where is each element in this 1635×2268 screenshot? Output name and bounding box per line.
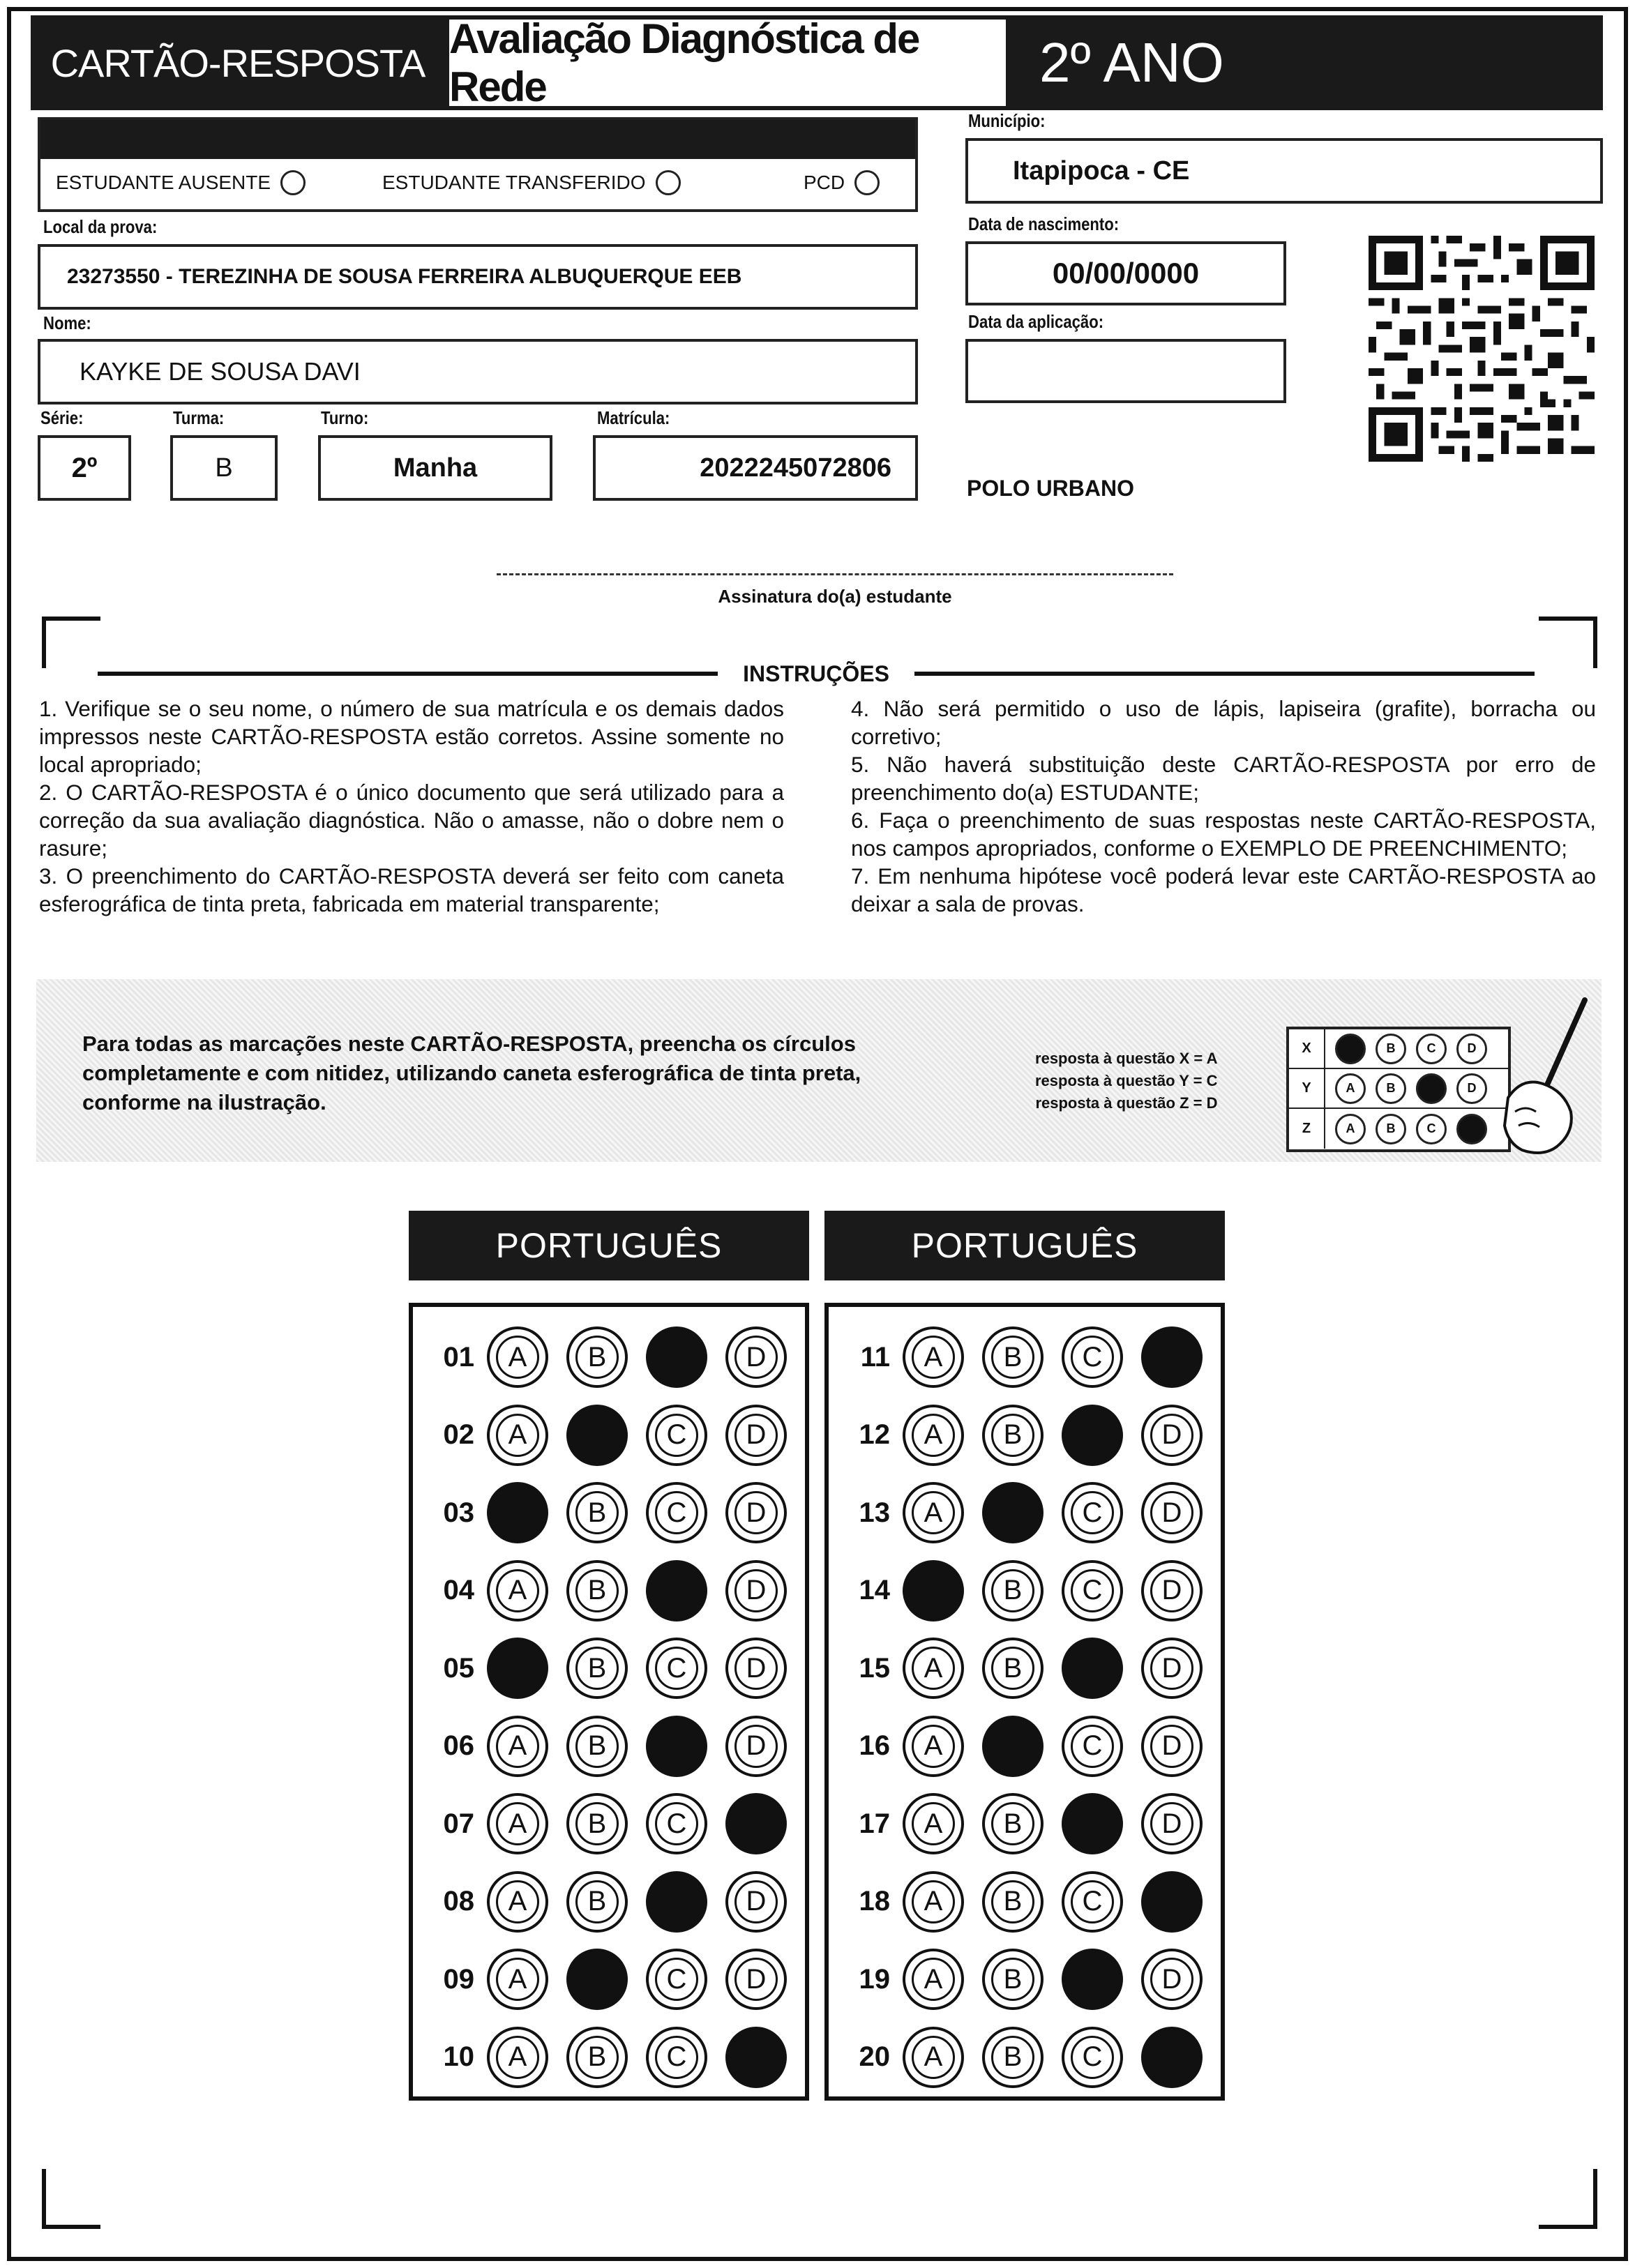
answer-bubble-letter: D — [1150, 1414, 1193, 1457]
instruction-item: 3. O preenchimento do CARTÃO-RESPOSTA deverá ser feito com caneta esferográfica de tinta preta, fabricada em material transparente; — [39, 863, 784, 916]
answer-bubble-letter: D — [1161, 1341, 1182, 1373]
answer-bubble-b[interactable] — [982, 1560, 1043, 1621]
answer-bubble-letter: A — [924, 1575, 943, 1605]
application-date-field[interactable] — [965, 339, 1286, 403]
answer-bubble-letter: B — [991, 1958, 1034, 2001]
matricula-label: Matrícula: — [597, 407, 670, 428]
fill-example-text: Para todas as marcações neste CARTÃO-RESPOSTA, preencha os círculos completamente e com nitidez, utilizando caneta esferográfica de tinta preta, conforme na ilustração. — [82, 1031, 861, 1114]
serie-label: Série: — [40, 407, 84, 428]
answer-bubble-d[interactable] — [725, 1405, 787, 1466]
answer-bubble-a[interactable] — [487, 1482, 548, 1543]
answer-bubble-letter: D — [1150, 1958, 1193, 2001]
answer-bubble-letter: B — [575, 1336, 619, 1379]
question-number: 04 — [443, 1575, 474, 1605]
answer-bubble-c[interactable] — [1062, 1871, 1123, 1933]
answer-bubble-c[interactable] — [1062, 1560, 1123, 1621]
fill-example-line: resposta à questão X = A — [1035, 1050, 1218, 1067]
instruction-item: 2. O CARTÃO-RESPOSTA é o único documento que será utilizado para a correção da sua avaliação diagnóstica. Não o amasse, não o dobre nem o rasure; — [39, 780, 784, 861]
answer-bubble-d[interactable] — [1141, 2027, 1203, 2088]
answer-row — [829, 1633, 1221, 1703]
answer-row — [829, 1944, 1221, 2014]
answer-bubble-letter: A — [912, 1336, 955, 1379]
answer-bubble-letter: A — [496, 1569, 539, 1612]
question-number: 05 — [443, 1652, 474, 1684]
serie-field: 2º — [38, 435, 131, 501]
fill-example-row — [1289, 1029, 1508, 1069]
answer-bubble-letter: A — [496, 2036, 539, 2079]
answer-bubble-letter: A — [912, 1880, 955, 1923]
status-pcd[interactable] — [804, 170, 880, 195]
answer-bubble-d[interactable] — [1141, 1638, 1203, 1699]
answer-bubble-a[interactable] — [903, 1482, 964, 1543]
answer-bubble-c[interactable] — [1062, 1482, 1123, 1543]
answer-bubble-a[interactable] — [487, 1871, 548, 1933]
status-bar — [40, 120, 915, 159]
answer-bubble-letter: B — [991, 1336, 1034, 1379]
answer-bubble-letter: A — [912, 1414, 955, 1457]
answer-bubble-b[interactable] — [982, 1716, 1043, 1777]
answer-bubble-letter: B — [575, 1725, 619, 1768]
answer-bubble-b[interactable] — [566, 1560, 628, 1621]
evaluation-title: Avaliação Diagnóstica de Rede — [445, 15, 1010, 110]
fill-example-bubble: D — [1456, 1114, 1487, 1144]
answer-bubble-letter: D — [746, 2041, 767, 2072]
question-number: 08 — [443, 1886, 474, 1917]
answer-bubble-b[interactable] — [982, 2027, 1043, 2088]
fill-example-bubble: C — [1416, 1114, 1447, 1144]
question-number: 02 — [443, 1419, 474, 1450]
instruction-item: 1. Verifique se o seu nome, o número de sua matrícula e os demais dados impressos neste CARTÃO-RESPOSTA estão corretos. Assine somente no local apropriado; — [39, 696, 784, 777]
fill-example-bubble: B — [1376, 1114, 1406, 1144]
turno-label: Turno: — [321, 407, 369, 428]
answer-row — [413, 2023, 805, 2092]
question-number: 15 — [859, 1652, 890, 1684]
answer-bubble-letter: D — [1150, 1569, 1193, 1612]
answer-bubble-a[interactable] — [487, 1560, 548, 1621]
answer-bubble-d[interactable] — [1141, 1793, 1203, 1854]
answer-bubble-a[interactable] — [903, 2027, 964, 2088]
answer-bubble-b[interactable] — [566, 1949, 628, 2010]
answer-bubble-c[interactable] — [646, 1949, 707, 2010]
answer-row — [413, 1711, 805, 1781]
card-title: CARTÃO-RESPOSTA — [31, 15, 445, 110]
birthdate-label: Data de nascimento: — [968, 213, 1120, 234]
fill-example-bubble: B — [1376, 1034, 1406, 1064]
answer-bubble-letter: C — [1082, 1963, 1103, 1995]
answer-bubble-d[interactable] — [1141, 1405, 1203, 1466]
fill-example-line: resposta à questão Z = D — [1035, 1094, 1218, 1112]
answer-bubble-d[interactable] — [725, 1793, 787, 1854]
question-number: 10 — [443, 2041, 474, 2072]
answer-bubble-letter: A — [496, 1802, 539, 1845]
answer-bubble-letter: D — [734, 1491, 778, 1534]
question-number: 20 — [859, 2041, 890, 2072]
answer-bubble-letter: C — [1071, 1569, 1114, 1612]
answer-bubble-b[interactable] — [566, 1638, 628, 1699]
answer-bubble-letter: A — [912, 2036, 955, 2079]
answer-bubble-letter: A — [912, 1958, 955, 2001]
answer-bubble-b[interactable] — [566, 1405, 628, 1466]
answer-bubble-letter: B — [575, 1802, 619, 1845]
answer-row — [829, 1867, 1221, 1937]
answer-bubble-letter: D — [746, 1808, 767, 1839]
answer-bubble-c[interactable] — [646, 1482, 707, 1543]
status-absent[interactable] — [56, 170, 306, 195]
answer-bubble-letter: C — [1082, 1652, 1103, 1684]
status-transferred-bubble[interactable] — [656, 170, 681, 195]
answer-row — [829, 1322, 1221, 1392]
grade-title: 2º ANO — [1010, 15, 1603, 110]
answer-bubble-letter: D — [734, 1336, 778, 1379]
answer-bubble-a[interactable] — [903, 1560, 964, 1621]
answer-bubble-d[interactable] — [1141, 1560, 1203, 1621]
instructions-header — [98, 658, 1535, 689]
answer-block — [824, 1303, 1225, 2101]
answer-bubble-letter: D — [1161, 2041, 1182, 2072]
answer-row — [413, 1789, 805, 1859]
answer-bubble-letter: B — [991, 1647, 1034, 1690]
answer-bubble-letter: C — [655, 1491, 698, 1534]
answer-row — [829, 1711, 1221, 1781]
corner-mark-top-left — [42, 617, 100, 668]
answer-bubble-a[interactable] — [903, 1405, 964, 1466]
fill-example-bubble: D — [1456, 1073, 1487, 1104]
answer-bubble-c[interactable] — [1062, 1326, 1123, 1388]
answer-bubble-c[interactable] — [1062, 1793, 1123, 1854]
answer-bubble-letter: B — [991, 2036, 1034, 2079]
answer-bubble-b[interactable] — [566, 1871, 628, 1933]
answer-bubble-a[interactable] — [903, 1716, 964, 1777]
answer-bubble-letter: D — [734, 1414, 778, 1457]
subject-title: PORTUGUÊS — [409, 1211, 809, 1280]
answer-bubble-c[interactable] — [646, 1638, 707, 1699]
answer-bubble-c[interactable] — [646, 1716, 707, 1777]
fill-example-grid — [1286, 1027, 1511, 1152]
question-number: 13 — [859, 1497, 890, 1528]
answer-bubble-letter: D — [734, 1958, 778, 2001]
answer-bubble-letter: D — [1150, 1491, 1193, 1534]
answer-bubble-b[interactable] — [982, 1405, 1043, 1466]
turma-label: Turma: — [173, 407, 225, 428]
answer-bubble-letter: C — [666, 1886, 687, 1917]
subject-title: PORTUGUÊS — [824, 1211, 1225, 1280]
answer-bubble-b[interactable] — [982, 1638, 1043, 1699]
question-number: 12 — [859, 1419, 890, 1450]
answer-bubble-letter: A — [912, 1802, 955, 1845]
answer-bubble-letter: C — [655, 2036, 698, 2079]
answer-bubble-d[interactable] — [725, 1638, 787, 1699]
answer-row — [829, 2023, 1221, 2092]
answer-bubble-a[interactable] — [487, 1716, 548, 1777]
answer-bubble-d[interactable] — [725, 1716, 787, 1777]
answer-bubble-d[interactable] — [725, 1482, 787, 1543]
turma-field: B — [170, 435, 278, 501]
answer-bubble-c[interactable] — [646, 1405, 707, 1466]
name-label: Nome: — [43, 312, 91, 333]
answer-bubble-letter: A — [496, 1880, 539, 1923]
answer-bubble-c[interactable] — [1062, 1949, 1123, 2010]
answer-bubble-b[interactable] — [566, 1716, 628, 1777]
answer-bubble-a[interactable] — [903, 1793, 964, 1854]
answer-row — [413, 1322, 805, 1392]
answer-bubble-b[interactable] — [566, 1326, 628, 1388]
answer-bubble-a[interactable] — [903, 1638, 964, 1699]
fill-example-line: resposta à questão Y = C — [1035, 1072, 1218, 1089]
question-number: 07 — [443, 1808, 474, 1839]
instruction-item: 4. Não será permitido o uso de lápis, lapiseira (grafite), borracha ou corretivo; — [851, 696, 1596, 749]
answer-bubble-letter: A — [508, 1497, 527, 1528]
answer-bubble-letter: B — [991, 1569, 1034, 1612]
fill-example-bubble: C — [1416, 1034, 1447, 1064]
answer-bubble-c[interactable] — [646, 1793, 707, 1854]
answer-bubble-d[interactable] — [1141, 1716, 1203, 1777]
instructions-right — [851, 695, 1596, 918]
question-number: 14 — [859, 1575, 890, 1605]
local-field: 23273550 - TEREZINHA DE SOUSA FERREIRA ALBUQUERQUE EEB — [38, 244, 918, 310]
name-field: KAYKE DE SOUSA DAVI — [38, 339, 918, 405]
answer-bubble-c[interactable] — [1062, 1405, 1123, 1466]
answer-bubble-letter: A — [496, 1414, 539, 1457]
answer-bubble-letter: C — [666, 1341, 687, 1373]
answer-bubble-letter: D — [734, 1647, 778, 1690]
answer-row — [829, 1789, 1221, 1859]
fill-example-row-label: Y — [1289, 1069, 1325, 1107]
fill-example-bubble: A — [1335, 1114, 1366, 1144]
answer-bubble-a[interactable] — [487, 1405, 548, 1466]
answer-bubble-letter: C — [666, 1575, 687, 1605]
fill-example-row — [1289, 1069, 1508, 1109]
answer-bubble-letter: C — [1071, 1336, 1114, 1379]
corner-mark-top-right — [1539, 617, 1597, 668]
question-number: 09 — [443, 1963, 474, 1995]
birthdate-field: 00/00/0000 — [965, 241, 1286, 305]
fill-example-legend — [1035, 1048, 1217, 1114]
corner-mark-bottom-left — [42, 2169, 100, 2229]
answer-bubble-letter: A — [496, 1725, 539, 1768]
application-date-label: Data da aplicação: — [968, 311, 1104, 332]
status-absent-bubble[interactable] — [280, 170, 306, 195]
answer-bubble-a[interactable] — [487, 1793, 548, 1854]
municipio-label: Município: — [968, 110, 1046, 131]
answer-bubble-letter: C — [1071, 1880, 1114, 1923]
answer-row — [829, 1400, 1221, 1470]
turno-field: Manha — [318, 435, 552, 501]
answer-bubble-d[interactable] — [725, 2027, 787, 2088]
answer-bubble-a[interactable] — [487, 1326, 548, 1388]
answer-bubble-letter: B — [575, 2036, 619, 2079]
answer-bubble-letter: C — [1071, 1725, 1114, 1768]
answer-row — [829, 1478, 1221, 1548]
instructions-left — [39, 695, 784, 918]
answer-bubble-a[interactable] — [487, 2027, 548, 2088]
question-number: 19 — [859, 1963, 890, 1995]
answer-bubble-letter: A — [912, 1725, 955, 1768]
status-absent-label: ESTUDANTE AUSENTE — [56, 172, 271, 193]
pen-hand-icon — [1487, 993, 1592, 1161]
answer-bubble-b[interactable] — [566, 1793, 628, 1854]
answer-row — [413, 1478, 805, 1548]
answer-bubble-letter: C — [655, 1802, 698, 1845]
question-number: 11 — [860, 1341, 890, 1373]
answer-bubble-c[interactable] — [646, 2027, 707, 2088]
status-pcd-label: PCD — [804, 172, 845, 193]
answer-bubble-d[interactable] — [1141, 1326, 1203, 1388]
polo-label: POLO URBANO — [967, 476, 1134, 501]
fill-example-row-label: X — [1289, 1029, 1325, 1068]
answer-bubble-letter: C — [1082, 1808, 1103, 1839]
answer-bubble-letter: C — [666, 1730, 687, 1761]
answer-bubble-a[interactable] — [903, 1871, 964, 1933]
answer-bubble-b[interactable] — [982, 1482, 1043, 1543]
answer-bubble-letter: C — [1071, 2036, 1114, 2079]
answer-bubble-letter: B — [575, 1569, 619, 1612]
question-number: 16 — [859, 1730, 890, 1761]
answer-bubble-letter: B — [575, 1491, 619, 1534]
instructions-title: INSTRUÇÕES — [743, 660, 889, 686]
answer-bubble-letter: C — [1071, 1491, 1114, 1534]
answer-bubble-letter: D — [734, 1569, 778, 1612]
answer-bubble-letter: D — [734, 1725, 778, 1768]
instruction-item: 6. Faça o preenchimento de suas respostas neste CARTÃO-RESPOSTA, nos campos apropriados, conforme o EXEMPLO DE PREENCHIMENTO; — [851, 808, 1596, 861]
status-box — [38, 117, 918, 212]
signature-line[interactable] — [497, 573, 1173, 575]
answer-bubble-letter: C — [1082, 1419, 1103, 1450]
answer-bubble-c[interactable] — [1062, 1638, 1123, 1699]
fill-example-bubble: D — [1456, 1034, 1487, 1064]
answer-bubble-d[interactable] — [725, 1949, 787, 2010]
question-number: 03 — [443, 1497, 474, 1528]
answer-bubble-c[interactable] — [646, 1560, 707, 1621]
fill-example-panel — [36, 979, 1602, 1162]
answer-row — [413, 1556, 805, 1626]
answer-bubble-letter: A — [496, 1958, 539, 2001]
answer-bubble-b[interactable] — [982, 1793, 1043, 1854]
instruction-item: 7. Em nenhuma hipótese você poderá levar este CARTÃO-RESPOSTA ao deixar a sala de provas. — [851, 863, 1596, 916]
fill-example-bubble: B — [1376, 1073, 1406, 1104]
answer-bubble-d[interactable] — [1141, 1949, 1203, 2010]
answer-bubble-letter: C — [655, 1958, 698, 2001]
answer-bubble-letter: B — [1003, 1730, 1023, 1761]
fill-example-bubble: A — [1335, 1073, 1366, 1104]
answer-row — [413, 1867, 805, 1937]
answer-bubble-a[interactable] — [487, 1949, 548, 2010]
instruction-item: 5. Não haverá substituição deste CARTÃO-RESPOSTA por erro de preenchimento do(a) ESTUDANTE; — [851, 752, 1596, 805]
municipio-field: Itapipoca - CE — [965, 138, 1603, 204]
answer-bubble-letter: B — [991, 1880, 1034, 1923]
answer-bubble-b[interactable] — [566, 1482, 628, 1543]
answer-bubble-b[interactable] — [982, 1871, 1043, 1933]
question-number: 01 — [443, 1341, 474, 1373]
answer-row — [413, 1400, 805, 1470]
answer-bubble-b[interactable] — [982, 1949, 1043, 2010]
answer-bubble-a[interactable] — [903, 1949, 964, 2010]
answer-bubble-d[interactable] — [725, 1326, 787, 1388]
answer-bubble-c[interactable] — [1062, 2027, 1123, 2088]
question-number: 18 — [859, 1886, 890, 1917]
answer-bubble-letter: D — [1150, 1802, 1193, 1845]
answer-row — [413, 1633, 805, 1703]
status-pcd-bubble[interactable] — [854, 170, 880, 195]
answer-bubble-letter: A — [508, 1652, 527, 1684]
answer-bubble-letter: D — [1150, 1647, 1193, 1690]
answer-bubble-b[interactable] — [982, 1326, 1043, 1388]
matricula-field: 2022245072806 — [593, 435, 918, 501]
answer-bubble-letter: B — [991, 1414, 1034, 1457]
answer-bubble-a[interactable] — [903, 1326, 964, 1388]
answer-bubble-letter: D — [1161, 1886, 1182, 1917]
answer-row — [413, 1944, 805, 2014]
qr-code-icon — [1369, 236, 1595, 462]
answer-bubble-d[interactable] — [725, 1560, 787, 1621]
answer-bubble-letter: B — [587, 1963, 607, 1995]
answer-bubble-a[interactable] — [487, 1638, 548, 1699]
answer-bubble-c[interactable] — [1062, 1716, 1123, 1777]
answer-bubble-letter: C — [655, 1414, 698, 1457]
signature-label: Assinatura do(a) estudante — [718, 586, 952, 607]
fill-example-bubble: C — [1416, 1073, 1447, 1104]
answer-bubble-letter: A — [912, 1647, 955, 1690]
answer-bubble-d[interactable] — [725, 1871, 787, 1933]
answer-bubble-letter: B — [587, 1419, 607, 1450]
answer-bubble-letter: D — [734, 1880, 778, 1923]
answer-bubble-letter: B — [1003, 1497, 1023, 1528]
answer-row — [829, 1556, 1221, 1626]
question-number: 06 — [443, 1730, 474, 1761]
answer-bubble-d[interactable] — [1141, 1871, 1203, 1933]
answer-bubble-letter: A — [912, 1491, 955, 1534]
fill-example-row — [1289, 1109, 1508, 1149]
status-transferred[interactable] — [382, 170, 681, 195]
fill-example-bubble: A — [1335, 1034, 1366, 1064]
answer-bubble-letter: B — [575, 1880, 619, 1923]
corner-mark-bottom-right — [1539, 2169, 1597, 2229]
answer-bubble-letter: B — [575, 1647, 619, 1690]
local-label: Local da prova: — [43, 216, 158, 237]
answer-bubble-d[interactable] — [1141, 1482, 1203, 1543]
answer-block — [409, 1303, 809, 2101]
answer-bubble-letter: C — [655, 1647, 698, 1690]
answer-bubble-letter: B — [991, 1802, 1034, 1845]
answer-bubble-letter: A — [496, 1336, 539, 1379]
answer-bubble-b[interactable] — [566, 2027, 628, 2088]
status-transferred-label: ESTUDANTE TRANSFERIDO — [382, 172, 646, 193]
fill-example-row-label: Z — [1289, 1109, 1325, 1149]
answer-bubble-letter: D — [1150, 1725, 1193, 1768]
answer-bubble-c[interactable] — [646, 1871, 707, 1933]
question-number: 17 — [859, 1808, 890, 1839]
answer-bubble-c[interactable] — [646, 1326, 707, 1388]
